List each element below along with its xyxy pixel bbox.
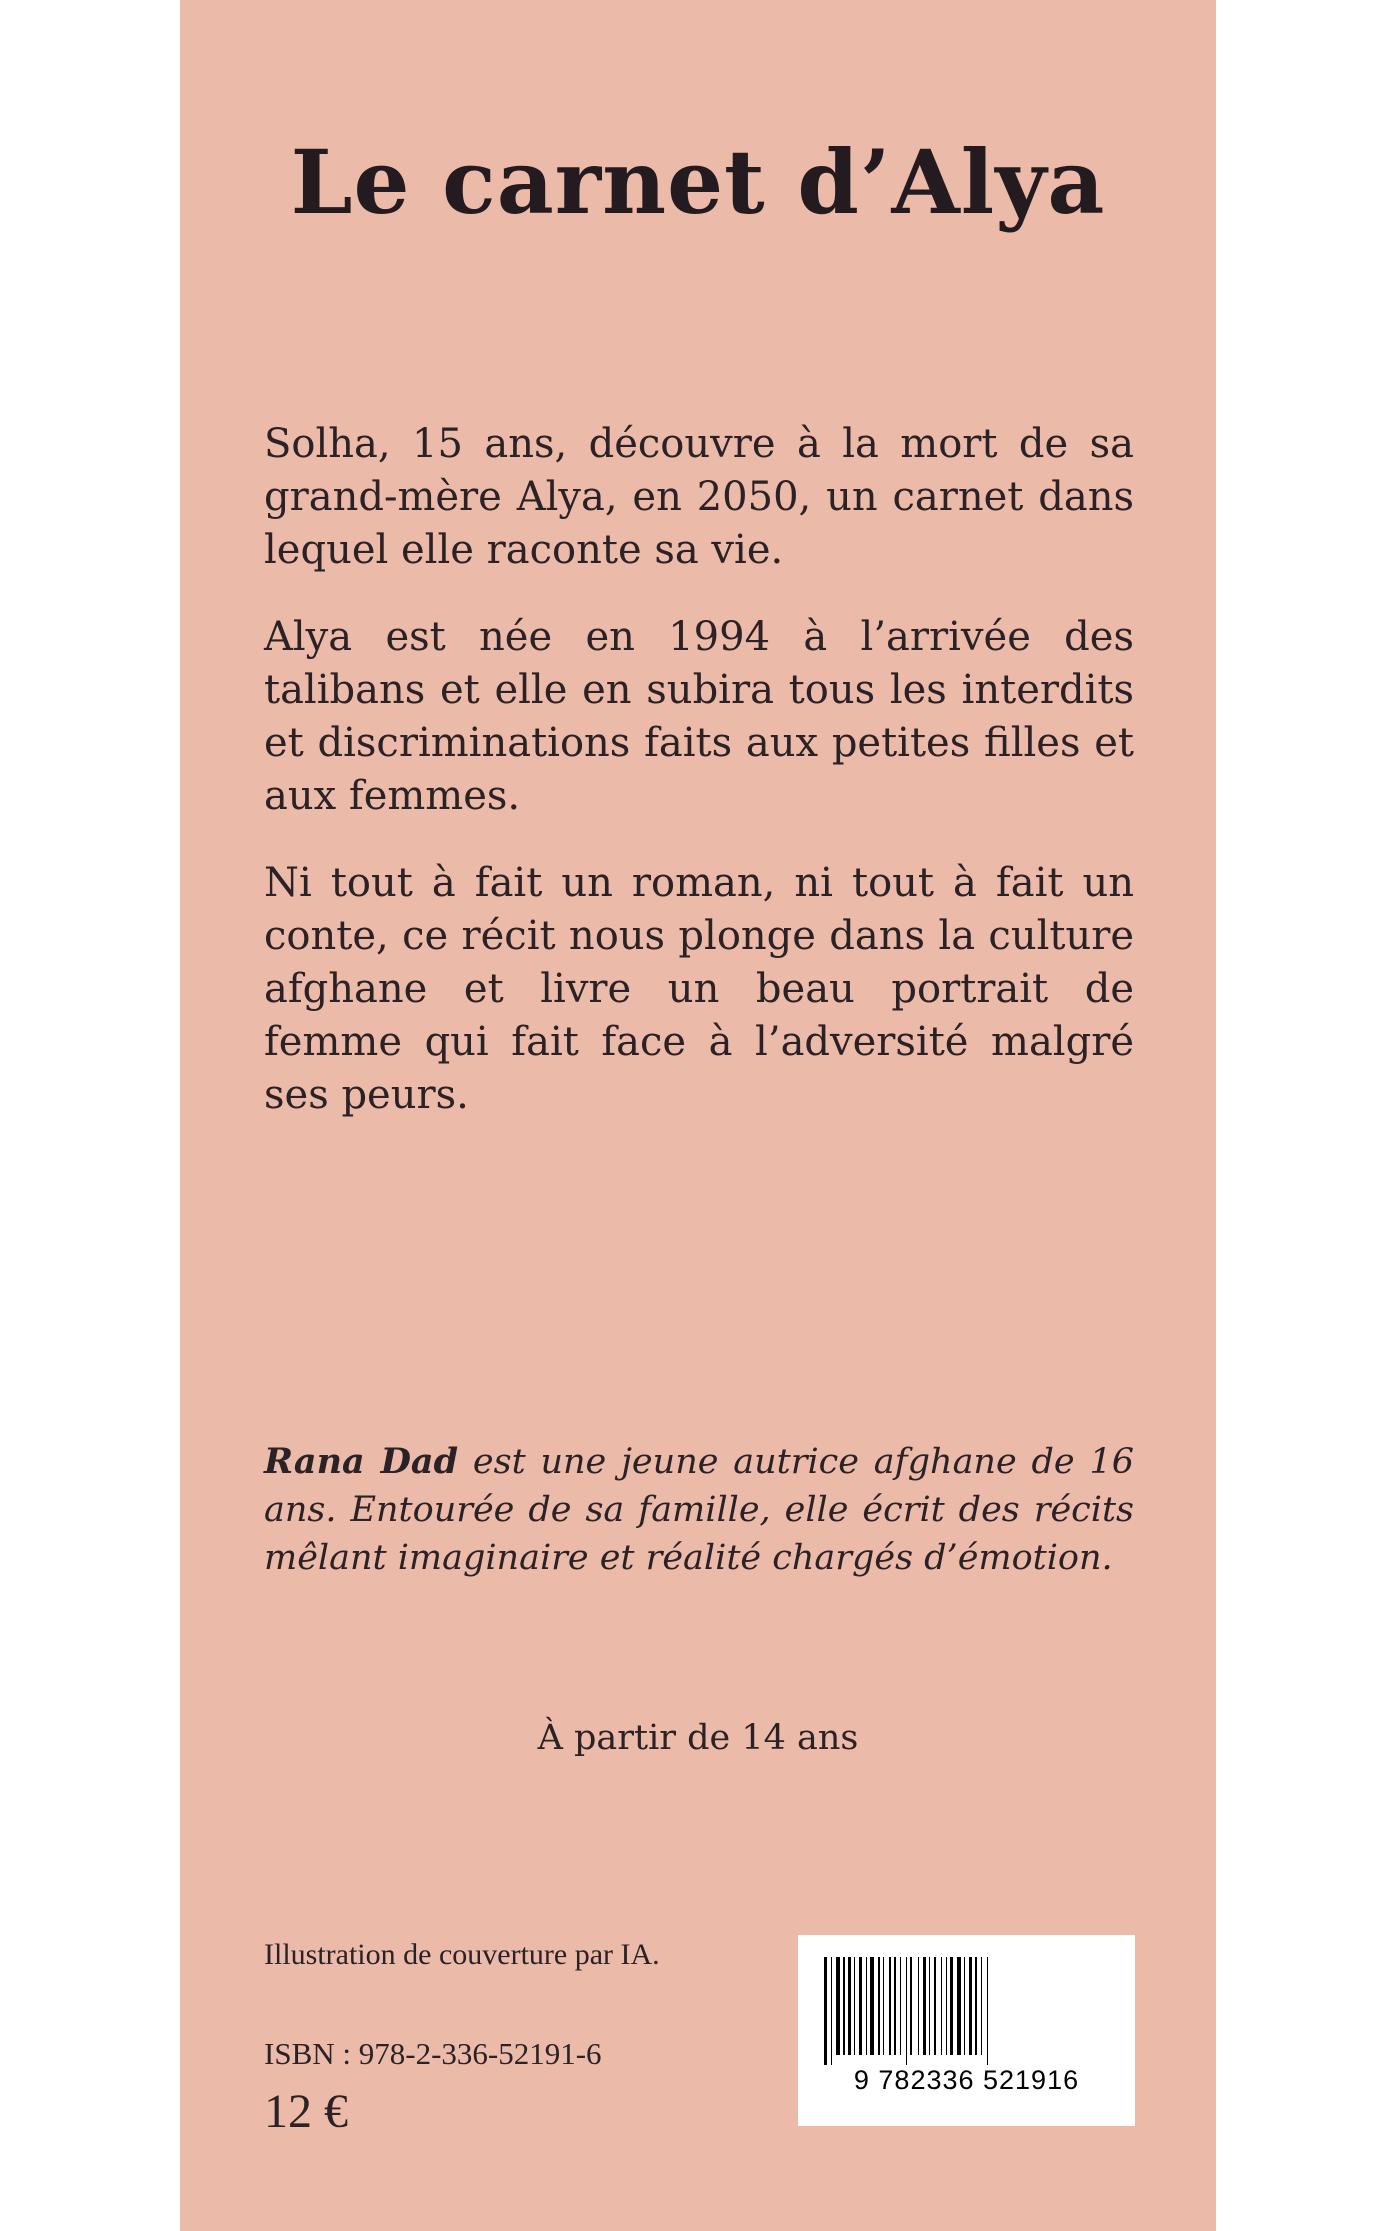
book-title: Le carnet d’Alya — [290, 130, 1106, 234]
barcode-bar — [889, 1957, 891, 2055]
blurb — [264, 418, 1134, 1156]
age-recommendation: À partir de 14 ans — [537, 1718, 859, 1758]
isbn: ISBN : 978-2-336-52191-6 — [264, 2036, 602, 2071]
barcode-bar — [957, 1957, 961, 2055]
barcode-bar — [883, 1957, 884, 2055]
barcode-bar — [923, 1957, 926, 2055]
barcode-bar — [866, 1957, 867, 2055]
author-bio-text: est une jeune autrice afghane de 16 ans. Entourée de sa famille, elle écrit des récits mêlant imaginaire et réalité chargés d’émotion. — [264, 1442, 1134, 1578]
price: 12 € — [264, 2085, 348, 2138]
barcode-bar — [906, 1957, 907, 2065]
blurb-paragraph-3: Ni tout à fait un roman, ni tout à fait un conte, ce récit nous plonge dans la culture afghane et livre un beau portrait de femme qui fait face à l’adversité malgré ses peurs. — [264, 860, 1134, 1118]
barcode-bar — [870, 1957, 874, 2055]
barcode-bar — [894, 1957, 896, 2055]
barcode-bar — [950, 1957, 953, 2055]
barcode-bar — [934, 1957, 936, 2055]
barcode-bar — [824, 1957, 827, 2065]
barcode-bar — [859, 1957, 862, 2055]
blurb-paragraph-2: Alya est née en 1994 à l’arrivée des talibans et elle en subira tous les interdits et discriminations faits aux petites filles et aux femmes. — [264, 614, 1134, 819]
back-cover — [180, 0, 1216, 2231]
barcode-icon — [820, 1957, 1113, 2067]
barcode-bar — [929, 1957, 930, 2055]
barcode-bar — [843, 1957, 845, 2055]
barcode-bar — [878, 1957, 880, 2055]
barcode-bar — [987, 1957, 988, 2065]
author-bio — [264, 1438, 1134, 1582]
barcode-bar — [918, 1957, 919, 2055]
author-name: Rana Dad — [264, 1441, 459, 1482]
barcode-bar — [981, 1957, 982, 2055]
barcode-bar — [964, 1957, 965, 2055]
barcode-panel — [798, 1935, 1135, 2126]
barcode-bar — [831, 1957, 832, 2065]
barcode-digits: 9 782336 521916 — [853, 2065, 1080, 2095]
barcode-bar — [836, 1957, 840, 2055]
barcode-bar — [946, 1957, 947, 2055]
illustration-credit: Illustration de couverture par IA. — [264, 1938, 660, 1971]
barcode-bar — [969, 1957, 972, 2055]
barcode-bar — [848, 1957, 851, 2055]
barcode-bar — [910, 1957, 912, 2055]
barcode-bar — [941, 1957, 942, 2055]
barcode-bar — [900, 1957, 901, 2055]
barcode-bar — [975, 1957, 977, 2055]
barcode-bar — [854, 1957, 855, 2055]
blurb-paragraph-1: Solha, 15 ans, découvre à la mort de sa grand-mère Alya, en 2050, un carnet dans lequel elle raconte sa vie. — [264, 421, 1134, 573]
